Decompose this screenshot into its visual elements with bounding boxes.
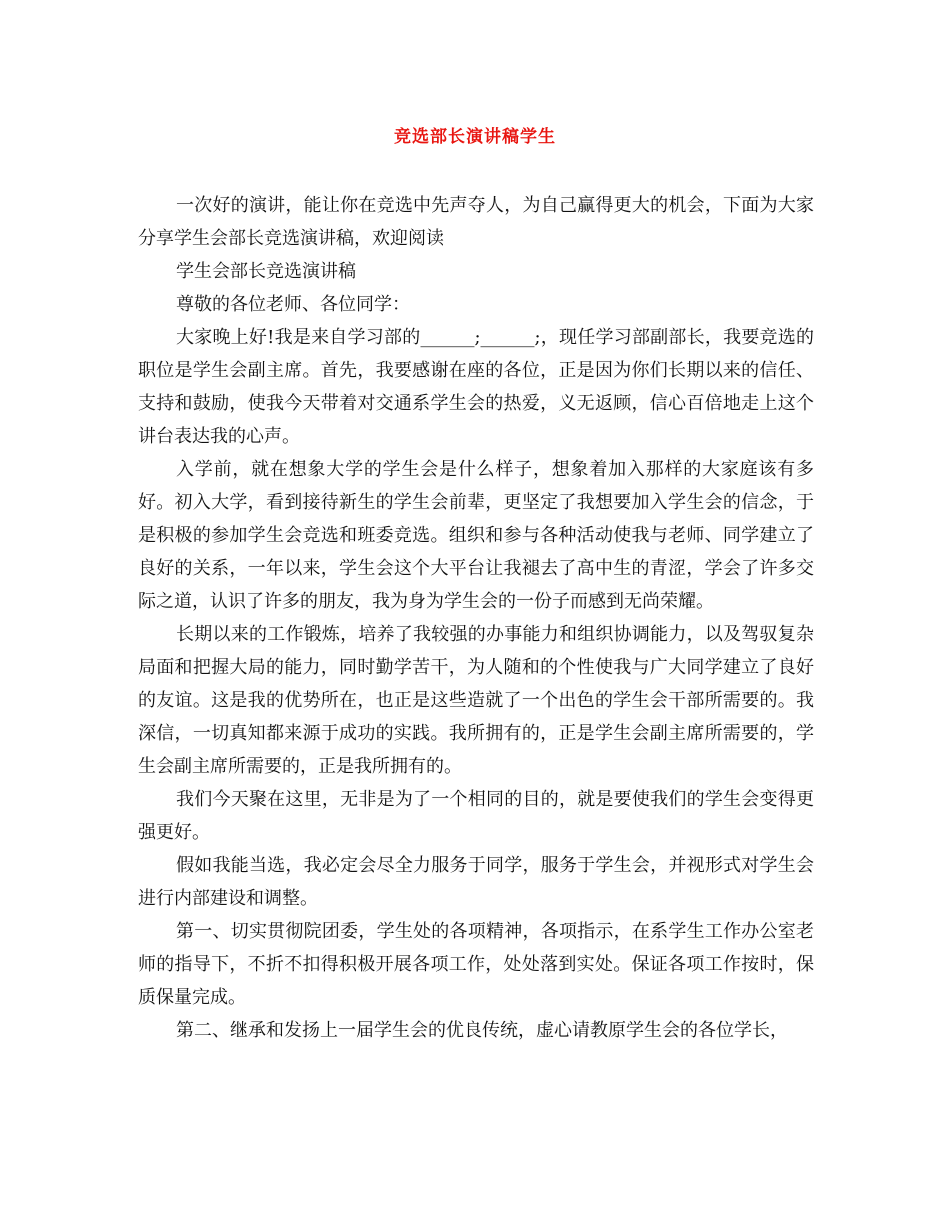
document-body xyxy=(138,189,814,1047)
paragraph-subtitle: 学生会部长竞选演讲稿 xyxy=(176,261,356,282)
paragraph-point-two: 第二、继承和发扬上一届学生会的优良传统，虚心请教原学生会的各位学长， xyxy=(176,1020,788,1041)
paragraph-purpose: 我们今天聚在这里，无非是为了一个相同的目的，就是要使我们的学生会变得更强更好。 xyxy=(138,789,814,843)
document-title: 竞选部长演讲稿学生 xyxy=(394,127,556,147)
paragraph-intro: 一次好的演讲，能让你在竞选中先声夺人，为自己赢得更大的机会，下面为大家分享学生会部长竞选演讲稿，欢迎阅读 xyxy=(138,195,814,249)
paragraph-greeting: 大家晚上好!我是来自学习部的______;______;，现任学习部副部长，我要竞选的职位是学生会副主席。首先，我要感谢在座的各位，正是因为你们长期以来的信任、支持和鼓励，使我今天带着对交通系学生会的热爱，义无返顾，信心百倍地走上这个讲台表达我的心声。 xyxy=(138,327,814,447)
paragraph-experience: 入学前，就在想象大学的学生会是什么样子，想象着加入那样的大家庭该有多好。初入大学，看到接待新生的学生会前辈，更坚定了我想要加入学生会的信念，于是积极的参加学生会竞选和班委竞选。组织和参与各种活动使我与老师、同学建立了良好的关系，一年以来，学生会这个大平台让我褪去了高中生的青涩，学会了许多交际之道，认识了许多的朋友，我为身为学生会的一份子而感到无尚荣耀。 xyxy=(138,459,814,612)
paragraph-pledge: 假如我能当选，我必定会尽全力服务于同学，服务于学生会，并视形式对学生会进行内部建设和调整。 xyxy=(138,855,814,909)
paragraph-point-one: 第一、切实贯彻院团委，学生处的各项精神，各项指示，在系学生工作办公室老师的指导下，不折不扣得积极开展各项工作，处处落到实处。保证各项工作按时，保质保量完成。 xyxy=(138,921,814,1008)
paragraph-strengths: 长期以来的工作锻炼，培养了我较强的办事能力和组织协调能力，以及驾驭复杂局面和把握大局的能力，同时勤学苦干，为人随和的个性使我与广大同学建立了良好的友谊。这是我的优势所在，也正是这些造就了一个出色的学生会干部所需要的。我深信，一切真知都来源于成功的实践。我所拥有的，正是学生会副主席所需要的，学生会副主席所需要的，正是我所拥有的。 xyxy=(138,624,814,777)
paragraph-salutation: 尊敬的各位老师、各位同学： xyxy=(176,294,410,315)
